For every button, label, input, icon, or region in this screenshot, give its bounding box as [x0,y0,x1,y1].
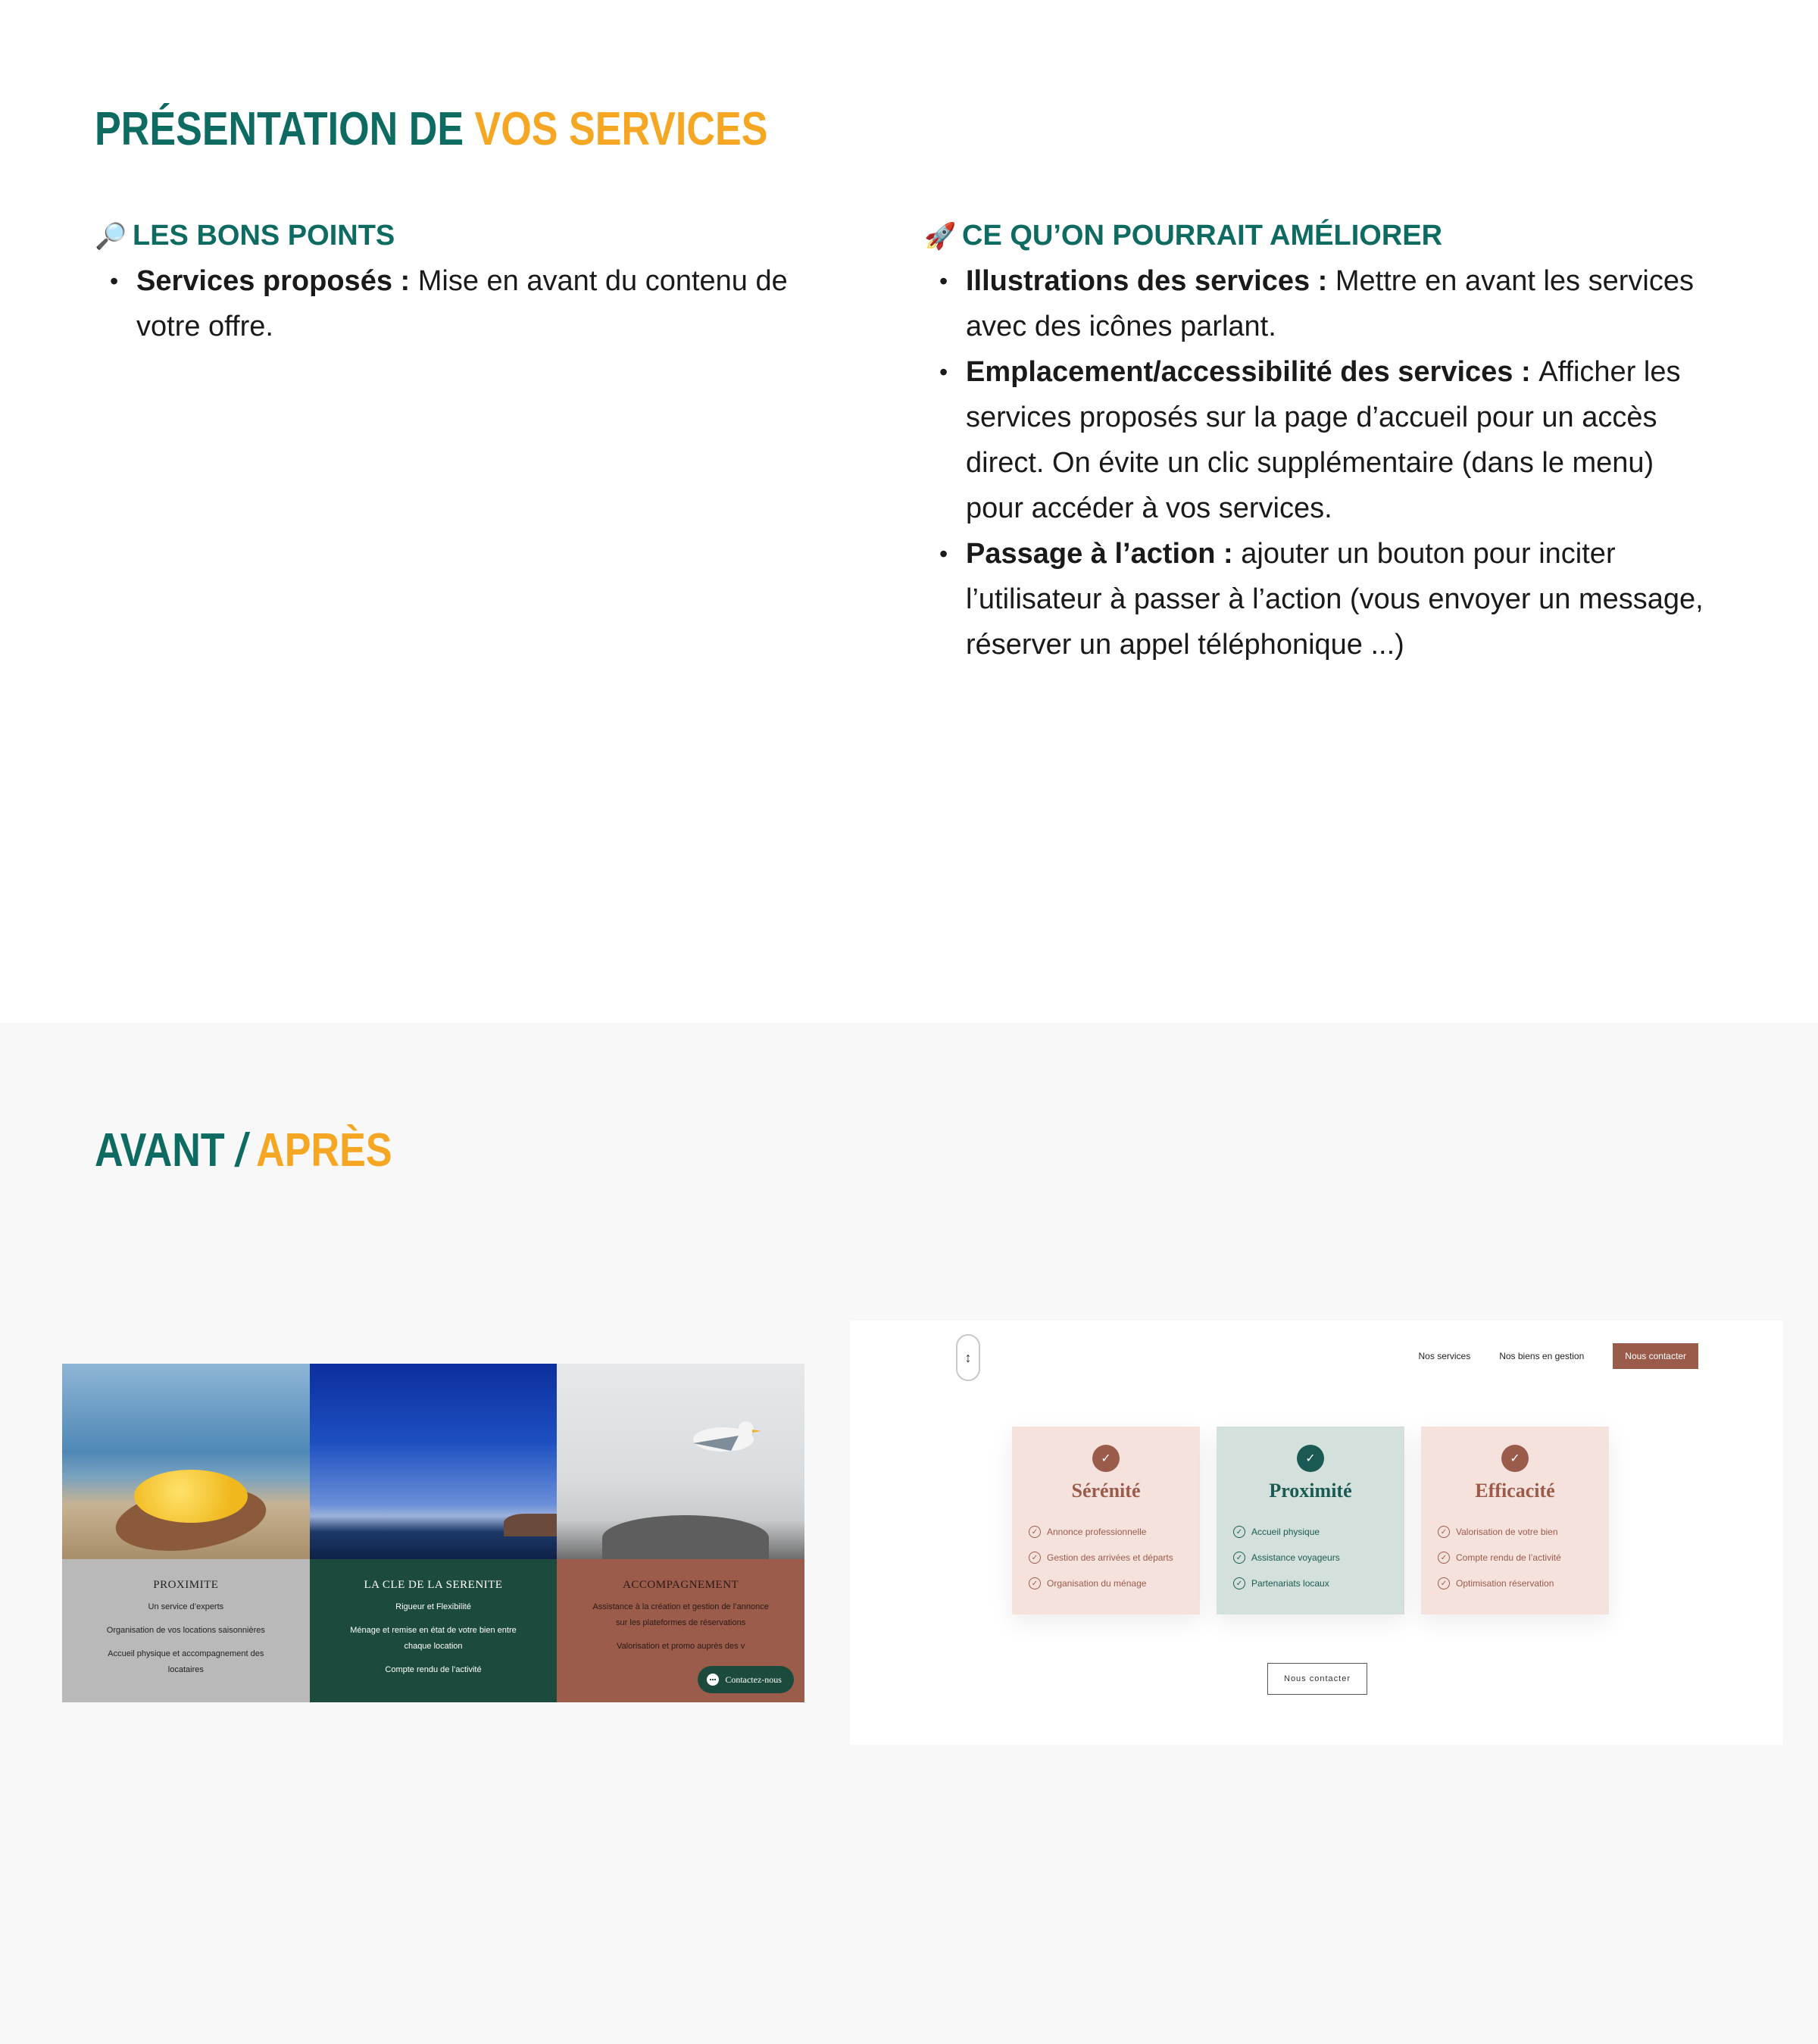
check-circle-icon: ✓ [1029,1552,1041,1564]
card-item [1233,1519,1404,1545]
check-icon: ✓ [1092,1445,1120,1472]
nav-services[interactable]: Nos services [1418,1351,1471,1361]
list-item [95,258,852,349]
before-column-proximite [62,1364,310,1702]
card-proximite [1217,1427,1404,1614]
logo[interactable]: ↕ [956,1334,980,1381]
rock-shape [602,1515,769,1559]
title-before: AVANT [95,1124,236,1177]
after-screenshot [850,1320,1783,1745]
check-circle-icon: ✓ [1233,1526,1245,1538]
card-title: Proximité [1269,1480,1352,1502]
item-bold: Passage à l’action : [966,538,1242,570]
item-text: Mettre en avant les services avec des icônes parlant. [966,265,1694,342]
beach-photo [62,1364,310,1559]
check-circle-icon: ✓ [1438,1577,1450,1589]
check-icon: ✓ [1297,1445,1324,1472]
title-separator: / [236,1124,247,1177]
card-item [1029,1571,1200,1596]
check-circle-icon: ✓ [1029,1577,1041,1589]
good-points-heading [95,220,852,252]
sky-photo [310,1364,558,1559]
top-nav [1419,1343,1698,1369]
before-column-body [62,1559,310,1702]
item-text: ajouter un bouton pour inciter l’utilisateur à passer à l’action (vous envoyer un message, réserver un appel téléphonique ...) [966,538,1704,661]
card-item-text: Annonce professionnelle [1047,1527,1147,1537]
section-title-services [95,102,767,156]
before-column-title: PROXIMITE [153,1579,219,1591]
card-item [1438,1519,1609,1545]
magnifier-icon: 🔎 [95,221,127,251]
title-after: APRÈS [246,1124,392,1177]
before-column-title: LA CLE DE LA SERENITE [364,1579,503,1591]
card-serenite [1012,1427,1200,1614]
item-bold: Services proposés : [136,265,418,297]
list-item [924,258,1704,349]
good-points-list [95,258,852,349]
card-list [1421,1519,1609,1596]
seagull-photo [557,1364,804,1559]
title-part-2: VOS SERVICES [474,103,768,155]
before-column-line: Accueil physique et accompagnement des locataires [108,1649,264,1674]
list-item [924,349,1704,531]
card-item-text: Assistance voyageurs [1251,1552,1340,1563]
improvements-column [924,220,1704,667]
card-item [1233,1571,1404,1596]
before-screenshot [62,1364,804,1702]
before-column-line: Rigueur et Flexibilité [395,1602,471,1611]
card-item-text: Optimisation réservation [1456,1578,1554,1589]
card-item [1438,1545,1609,1571]
before-column-line: Valorisation et promo auprès des v [617,1642,745,1651]
card-item [1029,1519,1200,1545]
card-item-text: Gestion des arrivées et départs [1047,1552,1173,1563]
card-item-text: Organisation du ménage [1047,1578,1147,1589]
check-circle-icon: ✓ [1233,1577,1245,1589]
improvements-list [924,258,1704,667]
item-text: Mise en avant du contenu de votre offre. [136,265,788,342]
title-part-1: PRÉSENTATION DE [95,103,475,155]
card-list [1012,1519,1200,1596]
item-bold: Emplacement/accessibilité des services : [966,356,1539,388]
island-shape [504,1514,557,1536]
check-circle-icon: ✓ [1438,1552,1450,1564]
before-column-line: Organisation de vos locations saisonnières [106,1626,265,1635]
card-item [1029,1545,1200,1571]
before-column-line: Assistance à la création et gestion de l’annonce sur les plateformes de réservations [592,1602,769,1627]
before-column-title: ACCOMPAGNEMENT [623,1579,739,1591]
card-title: Efficacité [1475,1480,1555,1502]
check-circle-icon: ✓ [1233,1552,1245,1564]
good-points-heading-text: LES BONS POINTS [133,220,395,252]
nav-contact-button[interactable]: Nous contacter [1613,1343,1698,1369]
section-title-before-after [95,1124,392,1177]
before-column-line: Ménage et remise en état de votre bien entre chaque location [350,1626,517,1651]
card-item-text: Accueil physique [1251,1527,1320,1537]
contact-button[interactable]: Nous contacter [1267,1663,1367,1695]
chat-button-label: Contactez-nous [725,1674,782,1685]
seagull-icon [670,1409,761,1470]
card-item [1233,1545,1404,1571]
card-title: Sérénité [1071,1480,1141,1502]
shell-pasta-shape [134,1470,248,1523]
item-text: Afficher les services proposés sur la page d’accueil pour un accès direct. On évite un clic supplémentaire (dans le menu) pour accéder à vos services. [966,356,1681,524]
list-item [924,531,1704,667]
card-efficacite [1421,1427,1609,1614]
before-column-body [310,1559,558,1702]
contact-chat-button[interactable] [698,1666,794,1693]
item-bold: Illustrations des services : [966,265,1335,297]
before-column-line: Compte rendu de l’activité [385,1665,482,1674]
before-column-line: Un service d’experts [148,1602,224,1611]
card-item [1438,1571,1609,1596]
check-circle-icon: ✓ [1029,1526,1041,1538]
card-item-text: Partenariats locaux [1251,1578,1329,1589]
card-item-text: Valorisation de votre bien [1456,1527,1558,1537]
nav-biens[interactable]: Nos biens en gestion [1499,1351,1585,1361]
before-column-accompagnement [557,1364,804,1702]
card-list [1217,1519,1404,1596]
before-column-serenite [310,1364,558,1702]
rocket-icon: 🚀 [924,221,957,251]
service-cards [1012,1427,1609,1614]
card-item-text: Compte rendu de l’activité [1456,1552,1561,1563]
good-points-column [95,220,852,349]
chat-bubble-icon [707,1674,719,1686]
check-icon: ✓ [1501,1445,1529,1472]
improvements-heading [924,220,1704,252]
improvements-heading-text: CE QU’ON POURRAIT AMÉLIORER [962,220,1443,252]
check-circle-icon: ✓ [1438,1526,1450,1538]
